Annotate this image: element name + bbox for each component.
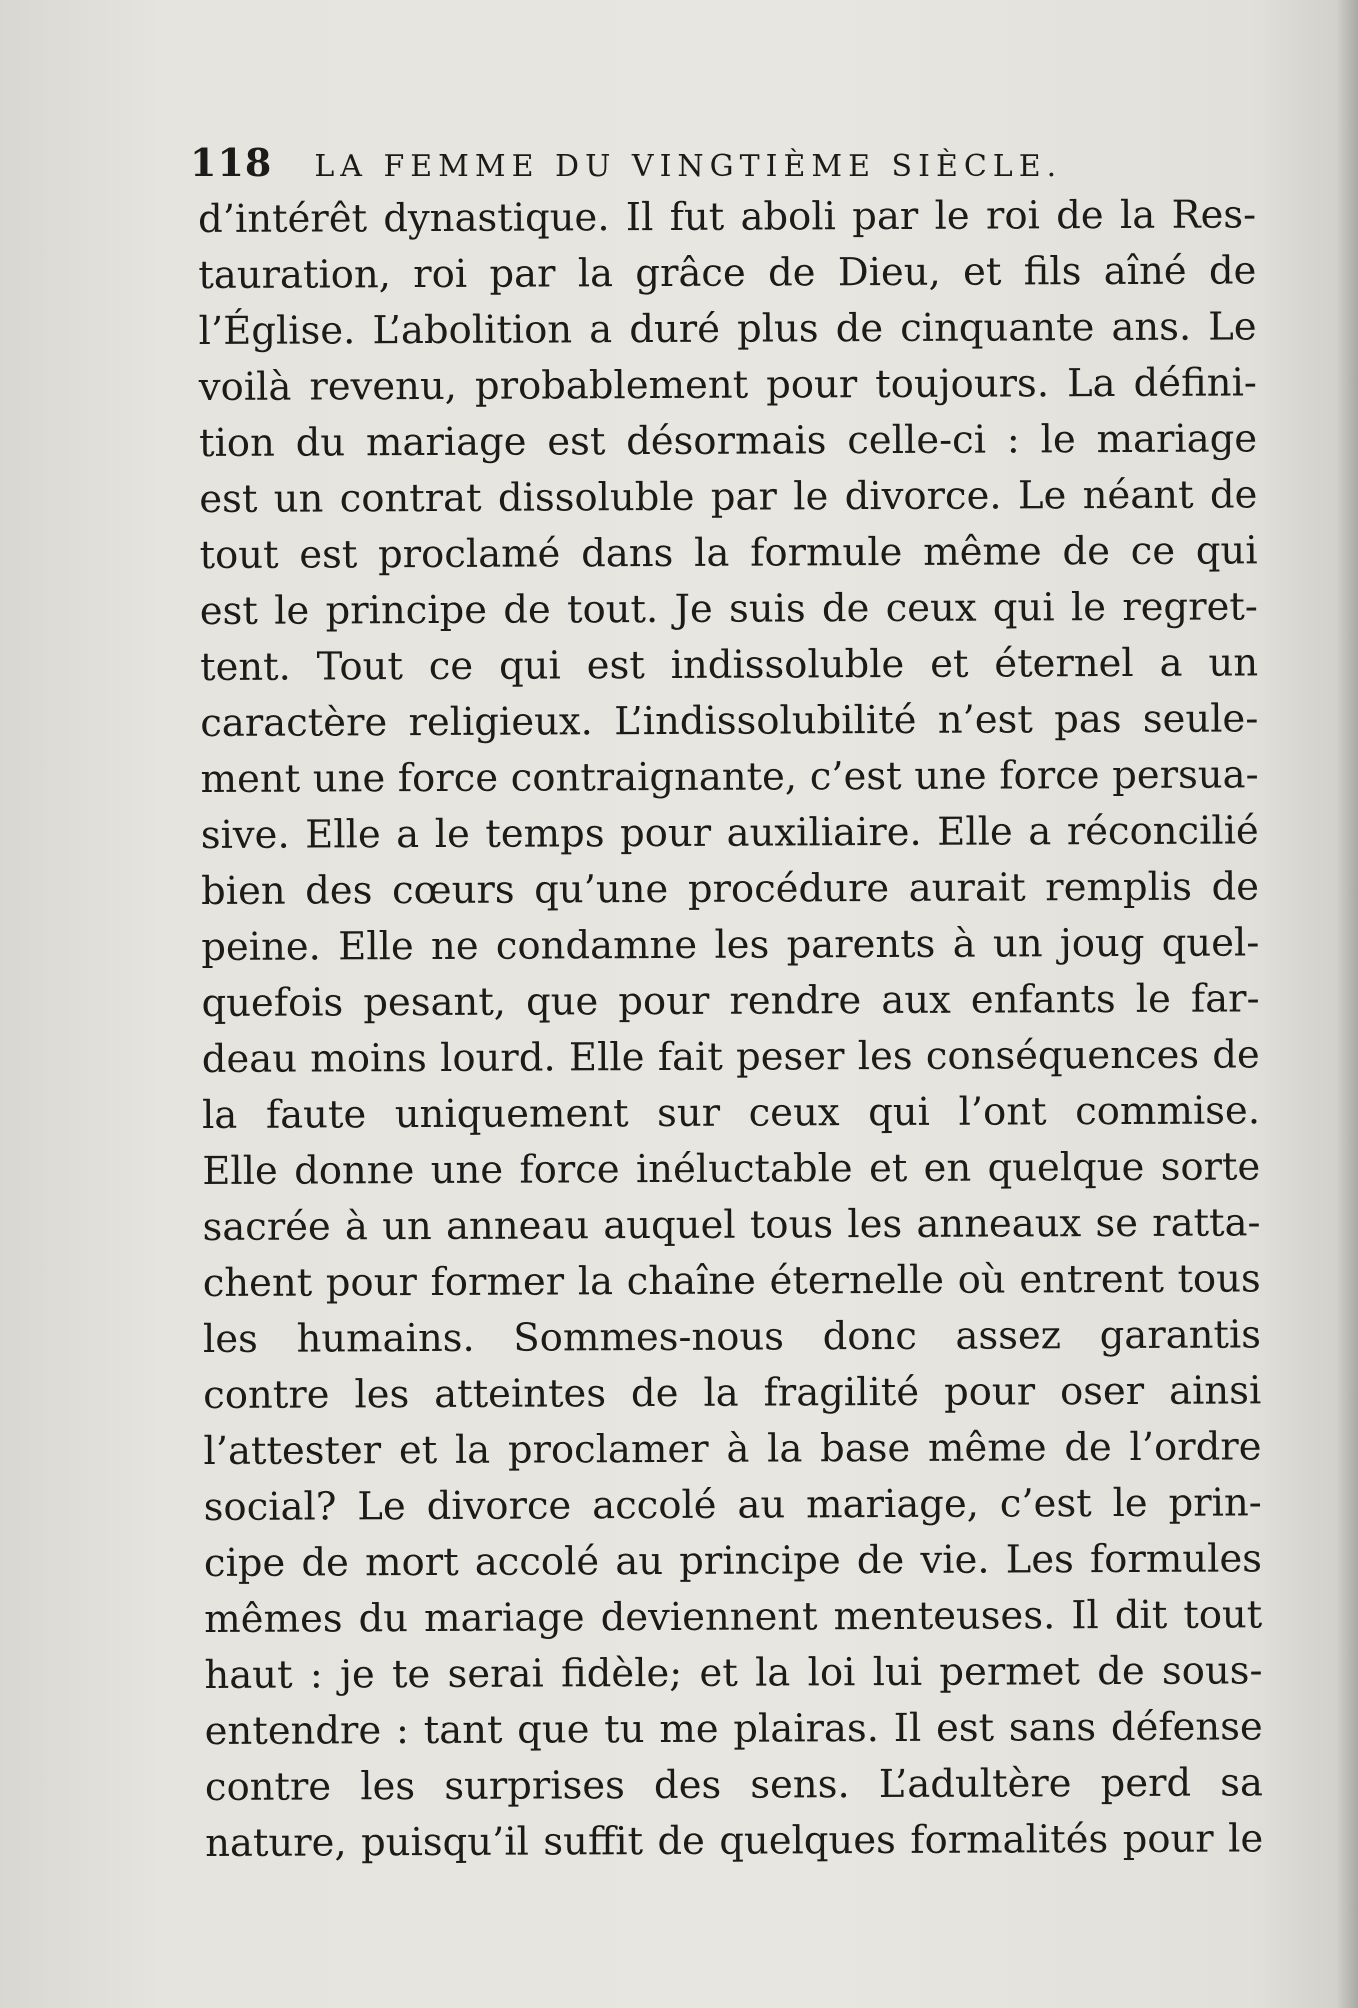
body-text	[198, 187, 1263, 1872]
text-line: chent pour former la chaîne éternelle où entrent tous	[202, 1256, 1261, 1306]
text-line: contre les atteintes de la fragilité pour oser ainsi	[203, 1368, 1262, 1418]
text-line: nature, puisqu’il suffit de quelques formalités pour le	[205, 1816, 1264, 1866]
text-line: d’intérêt dynastique. Il fut aboli par le roi de la Res-	[198, 192, 1257, 242]
text-line: est un contrat dissoluble par le divorce. Le néant de	[199, 472, 1258, 522]
text-line: tauration, roi par la grâce de Dieu, et fils aîné de	[198, 248, 1257, 298]
text-line: bien des cœurs qu’une procédure aurait remplis de	[200, 864, 1260, 914]
text-line: sive. Elle a le temps pour auxiliaire. Elle a réconcilié	[200, 808, 1259, 858]
text-line: ment une force contraignante, c’est une force persua-	[200, 752, 1259, 802]
text-line: la faute uniquement sur ceux qui l’ont commise.	[201, 1088, 1261, 1138]
page-edge-shadow	[1336, 0, 1358, 2008]
text-line: tout est proclamé dans la formule même de ce qui	[199, 528, 1258, 578]
page-number: 118	[190, 140, 273, 185]
text-line: haut : je te serai fidèle; et la loi lui permet de sous-	[204, 1648, 1263, 1698]
text-line: cipe de mort accolé au principe de vie. Les formules	[203, 1536, 1263, 1586]
text-line: mêmes du mariage deviennent menteuses. Il dit tout	[204, 1592, 1263, 1642]
text-line: Elle donne une force inéluctable et en quelque sorte	[202, 1144, 1261, 1194]
text-line: sacrée à un anneau auquel tous les anneaux se ratta-	[202, 1200, 1261, 1250]
running-title: LA FEMME DU VINGTIÈME SIÈCLE.	[314, 149, 1063, 184]
text-line: entendre : tant que tu me plairas. Il est sans défense	[204, 1704, 1263, 1754]
text-line: l’attester et la proclamer à la base même de l’ordre	[203, 1424, 1262, 1474]
text-line: caractère religieux. L’indissolubilité n’est pas seule-	[200, 696, 1259, 746]
text-line: contre les surprises des sens. L’adultère perd sa	[204, 1760, 1264, 1810]
text-line: social? Le divorce accolé au mariage, c’est le prin-	[203, 1480, 1262, 1530]
text-line: tent. Tout ce qui est indissoluble et éternel a un	[199, 640, 1259, 690]
text-line: est le principe de tout. Je suis de ceux qui le regret-	[199, 584, 1258, 634]
text-line: les humains. Sommes-nous donc assez garantis	[202, 1312, 1262, 1362]
text-line: deau moins lourd. Elle fait peser les conséquences de	[201, 1032, 1260, 1082]
text-line: l’Église. L’abolition a duré plus de cinquante ans. Le	[198, 304, 1257, 354]
text-line: peine. Elle ne condamne les parents à un joug quel-	[201, 920, 1260, 970]
text-line: quefois pesant, que pour rendre aux enfants le far-	[201, 976, 1260, 1026]
running-head	[190, 140, 1130, 190]
text-line: voilà revenu, probablement pour toujours. La défini-	[198, 360, 1257, 410]
text-line: tion du mariage est désormais celle-ci : le mariage	[198, 416, 1258, 466]
